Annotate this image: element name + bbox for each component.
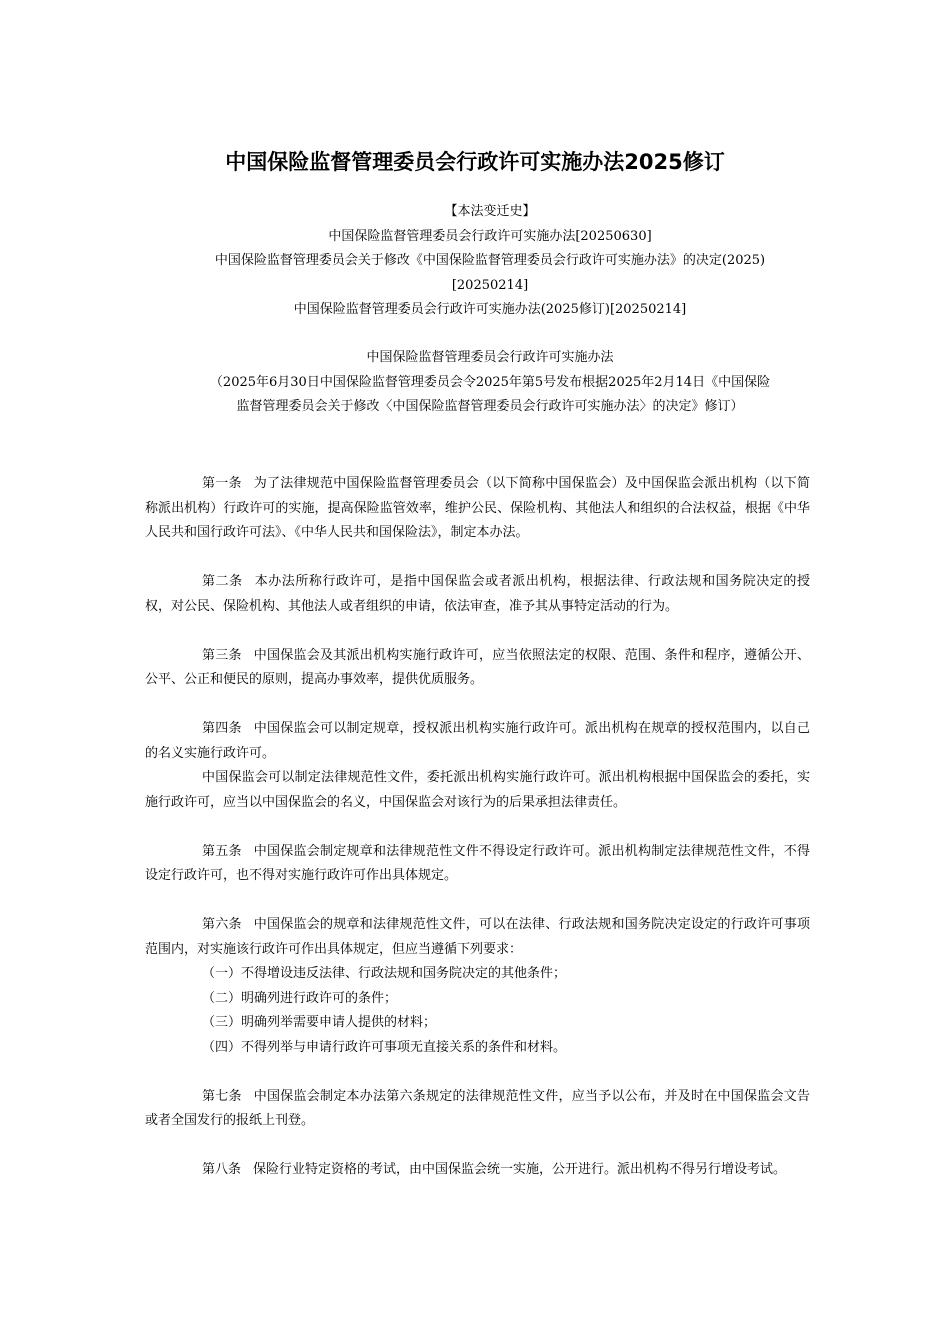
article-7 xyxy=(145,1085,810,1134)
article-text: 中国保监会的规章和法律规范性文件，可以在法律、行政法规和国务院决定设定的行政许可事项范围内，对实施该行政许可作出具体规定，但应当遵循下列要求： xyxy=(145,917,810,957)
history-line: 中国保险监督管理委员会行政许可实施办法[20250630] xyxy=(328,228,652,244)
law-history xyxy=(170,200,810,323)
article-label: 第四条 xyxy=(202,721,242,736)
article-4-paragraph-2: 中国保监会可以制定法律规范性文件，委托派出机构实施行政许可。派出机构根据中国保监会的委托，实施行政许可，应当以中国保监会的名义，中国保监会对该行为的后果承担法律责任。 xyxy=(145,770,810,810)
article-8 xyxy=(145,1158,810,1183)
document-subtitle xyxy=(170,346,810,420)
article-text: 为了法律规范中国保险监督管理委员会（以下简称中国保监会）及中国保监会派出机构（以下简称派出机构）行政许可的实施，提高保险监管效率，维护公民、保险机构、其他法人和组织的合法权益，根据《中华人民共和国行政许可法》、《中华人民共和国保险法》，制定本办法。 xyxy=(145,476,810,540)
list-item: （二）明确列进行政许可的条件； xyxy=(202,990,398,1006)
article-6 xyxy=(145,913,810,962)
article-label: 第六条 xyxy=(202,917,242,932)
article-3 xyxy=(145,644,810,693)
article-label: 第五条 xyxy=(202,843,242,859)
subtitle-name: 中国保险监督管理委员会行政许可实施办法 xyxy=(366,350,614,365)
article-label: 第一条 xyxy=(202,476,242,491)
list-item: （三）明确列举需要申请人提供的材料； xyxy=(202,1015,437,1030)
history-line: 中国保险监督管理委员会行政许可实施办法(2025修订)[20250214] xyxy=(293,302,687,317)
article-label: 第二条 xyxy=(202,574,243,589)
article-label: 第八条 xyxy=(202,1162,242,1177)
article-text: 中国保监会制定规章和法律规范性文件不得设定行政许可。派出机构制定法律规范性文件，不得设定行政许可，也不得对实施行政许可作出具体规定。 xyxy=(145,843,810,883)
list-item: （四）不得列举与申请行政许可事项无直接关系的条件和材料。 xyxy=(202,1039,567,1055)
article-label: 第七条 xyxy=(202,1088,242,1104)
article-5 xyxy=(145,840,810,889)
article-text: 中国保监会制定本办法第六条规定的法律规范性文件，应当予以公布，并及时在中国保监会文告或者全国发行的报纸上刊登。 xyxy=(145,1088,810,1128)
history-heading: 【本法变迁史】 xyxy=(444,204,536,219)
list-item: （一）不得增设违反法律、行政法规和国务院决定的其他条件； xyxy=(202,966,567,981)
article-1 xyxy=(145,472,810,546)
document-title: 中国保险监督管理委员会行政许可实施办法2025修订 xyxy=(225,150,725,174)
subtitle-note: （2025年6月30日中国保险监督管理委员会令2025年第5号发布根据2025年2月14日《中国保险 xyxy=(209,374,771,390)
article-2 xyxy=(145,570,810,619)
article-text: 本办法所称行政许可，是指中国保监会或者派出机构，根据法律、行政法规和国务院决定的授权，对公民、保险机构、其他法人或者组织的申请，依法审查，准予其从事特定活动的行为。 xyxy=(145,574,810,614)
article-text: 保险行业特定资格的考试，由中国保监会统一实施，公开进行。派出机构不得另行增设考试。 xyxy=(253,1162,787,1177)
article-4 xyxy=(145,717,810,766)
history-line: [20250214] xyxy=(451,277,529,293)
article-text: 中国保监会及其派出机构实施行政许可，应当依照法定的权限、范围、条件和程序，遵循公开、公平、公正和便民的原则，提高办事效率，提供优质服务。 xyxy=(145,647,810,687)
article-text: 中国保监会可以制定规章，授权派出机构实施行政许可。派出机构在规章的授权范围内，以自己的名义实施行政许可。 xyxy=(145,721,810,761)
article-label: 第三条 xyxy=(202,647,242,663)
history-line: 中国保险监督管理委员会关于修改《中国保险监督管理委员会行政许可实施办法》的决定(2025) xyxy=(214,253,766,268)
document-body xyxy=(145,472,810,1183)
subtitle-note: 监督管理委员会关于修改〈中国保险监督管理委员会行政许可实施办法〉的决定》修订） xyxy=(236,399,744,414)
